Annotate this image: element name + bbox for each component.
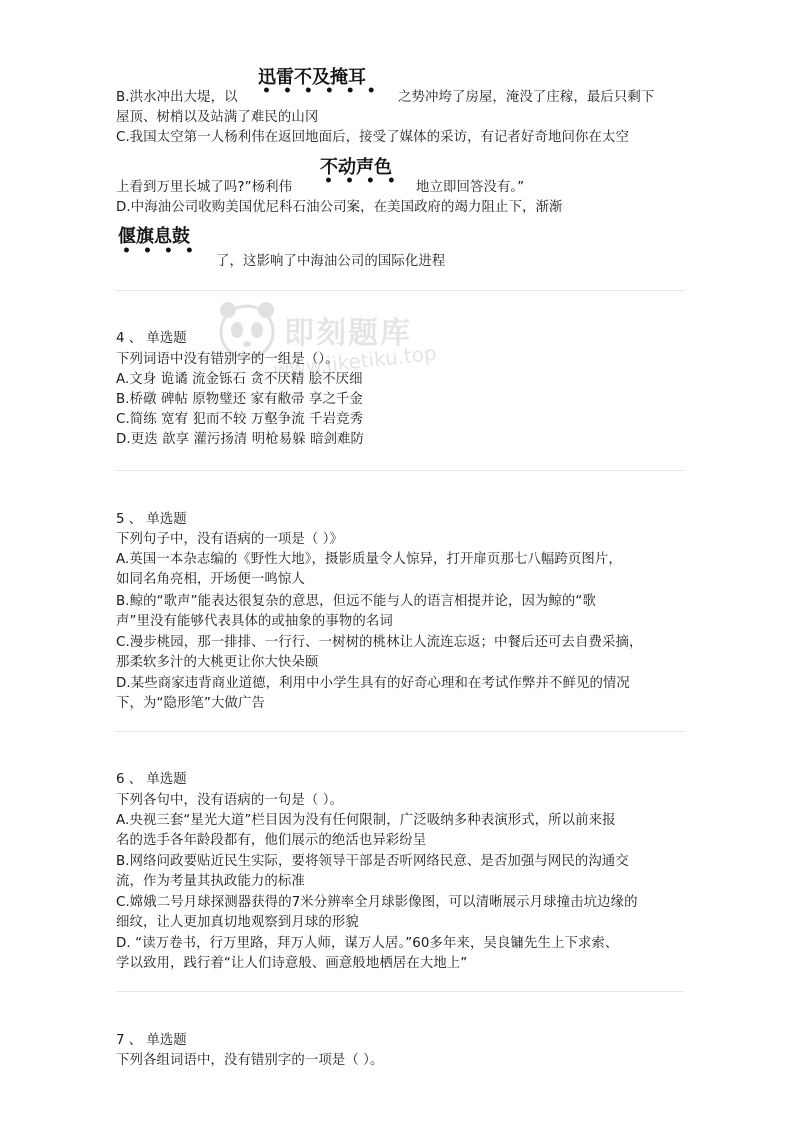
divider	[116, 470, 684, 471]
q6-header: 6 、 单选题	[116, 772, 187, 787]
q3-option-b-line1-post: 之势冲垮了房屋，淹没了庄稼，最后只剩下	[398, 90, 655, 105]
q6-option-d-line2: 学以致用，践行着“让人们诗意般、画意般地栖居在大地上”	[116, 956, 468, 971]
q6-option-b-line2: 流，作为考量其执政能力的标准	[116, 874, 305, 889]
q5-option-b-line1: B.鲸的“歌声”能表达很复杂的意思，但远不能与人的语言相提并论，因为鲸的“歌	[116, 594, 596, 609]
q3-option-d-line2-post: 了，这影响了中海油公司的国际化进程	[216, 254, 446, 269]
divider	[116, 991, 684, 992]
watermark-url: www.jiketiku.top	[272, 340, 438, 382]
q3-option-b-line2: 屋顶、树梢以及站满了难民的山冈	[116, 110, 319, 125]
q4-stem: 下列词语中没有错别字的一组是（）。	[116, 352, 339, 367]
divider	[116, 731, 684, 732]
q4-option-a[interactable]: A.文身 诡谲 流金铄石 贪不厌精 脍不厌细	[116, 372, 363, 387]
q3-option-b-line1-pre: B.洪水冲出大堤，以	[116, 90, 238, 105]
q3-option-d-line1: D.中海油公司收购美国优尼科石油公司案，在美国政府的竭力阻止下，渐渐	[116, 200, 563, 215]
watermark-title: 即刻题库	[284, 316, 412, 351]
q5-option-c-line1: C.漫步桃园，那一排排、一行行、一树树的桃林让人流连忘返；中餐后还可去自费采摘，	[116, 635, 643, 650]
q7-header: 7 、 单选题	[116, 1033, 187, 1048]
emphasized-word-xunlei: 迅雷不及掩耳 ••••••	[258, 67, 388, 99]
emphasis-dots: ••••••	[262, 83, 388, 99]
q4-option-c[interactable]: C.简练 宽宥 犯而不较 万壑争流 千岩竞秀	[116, 412, 364, 427]
q4-option-b[interactable]: B.桥礅 碑帖 原物璧还 家有敝帚 享之千金	[116, 392, 363, 407]
q4-option-d[interactable]: D.更迭 歆享 灌污扬清 明枪易躲 暗剑难防	[116, 432, 365, 447]
q6-option-b-line1: B.网络问政要贴近民生实际，要将领导干部是否听网络民意、是否加强与网民的沟通交	[116, 854, 629, 869]
q6-option-a-line1: A.央视三套“星光大道”栏目因为没有任何限制，广泛吸纳多种表演形式，所以前来报	[116, 813, 616, 828]
q5-option-d-line1: D.某些商家违背商业道德，利用中小学生具有的好奇心理和在考试作弊并不鲜见的情况	[116, 676, 630, 691]
q5-option-a-line2: 如同名角亮相，开场便一鸣惊人	[116, 572, 305, 587]
q6-option-c-line2: 细纹，让人更加真切地观察到月球的形貌	[116, 915, 359, 930]
emphasis-dots: ••••	[122, 243, 206, 259]
emphasized-word-yanqi: 偃旗息鼓 ••••	[118, 226, 206, 259]
q3-option-c-line2-pre: 上看到万里长城了吗?”杨利伟	[116, 180, 293, 195]
q3-option-c-line2-post: 地立即回答没有。”	[416, 180, 525, 195]
q5-stem: 下列句子中，没有语病的一项是（ ）》	[116, 532, 343, 547]
q5-option-c-line2: 那柔软多汁的大桃更让你大快朵颐	[116, 655, 319, 670]
emphasis-dots: ••••	[324, 173, 408, 189]
q3-option-c-line1: C.我国太空第一人杨利伟在返回地面后，接受了媒体的采访，有记者好奇地问你在太空	[116, 130, 629, 145]
q5-option-a-line1: A.英国一本杂志编的《野性大地》，摄影质量令人惊异，打开扉页那七八幅跨页图片，	[116, 552, 622, 567]
q7-stem: 下列各组词语中，没有错别字的一项是（ ）。	[116, 1053, 384, 1068]
q5-option-b-line2: 声”里没有能够代表具体的或抽象的事物的名词	[116, 614, 393, 629]
q6-option-c-line1: C.嫦娥二号月球探测器获得的7米分辨率全月球影像图，可以清晰展示月球撞击坑边缘的	[116, 895, 638, 910]
q6-stem: 下列各句中，没有语病的一句是（ ）。	[116, 793, 343, 808]
q6-option-d-line1: D. “读万卷书，行万里路，拜万人师，谋万人居。”60多年来，吴良镛先生上下求索、	[116, 936, 619, 951]
q6-option-a-line2: 名的选手各年龄段都有，他们展示的绝活也异彩纷呈	[116, 833, 427, 848]
q4-header: 4 、 单选题	[116, 331, 187, 346]
q5-header: 5 、 单选题	[116, 512, 187, 527]
q5-option-d-line2: 下，为“隐形笔”大做广告	[116, 696, 265, 711]
divider	[116, 290, 684, 291]
emphasized-word-budong: 不动声色 ••••	[320, 157, 408, 189]
